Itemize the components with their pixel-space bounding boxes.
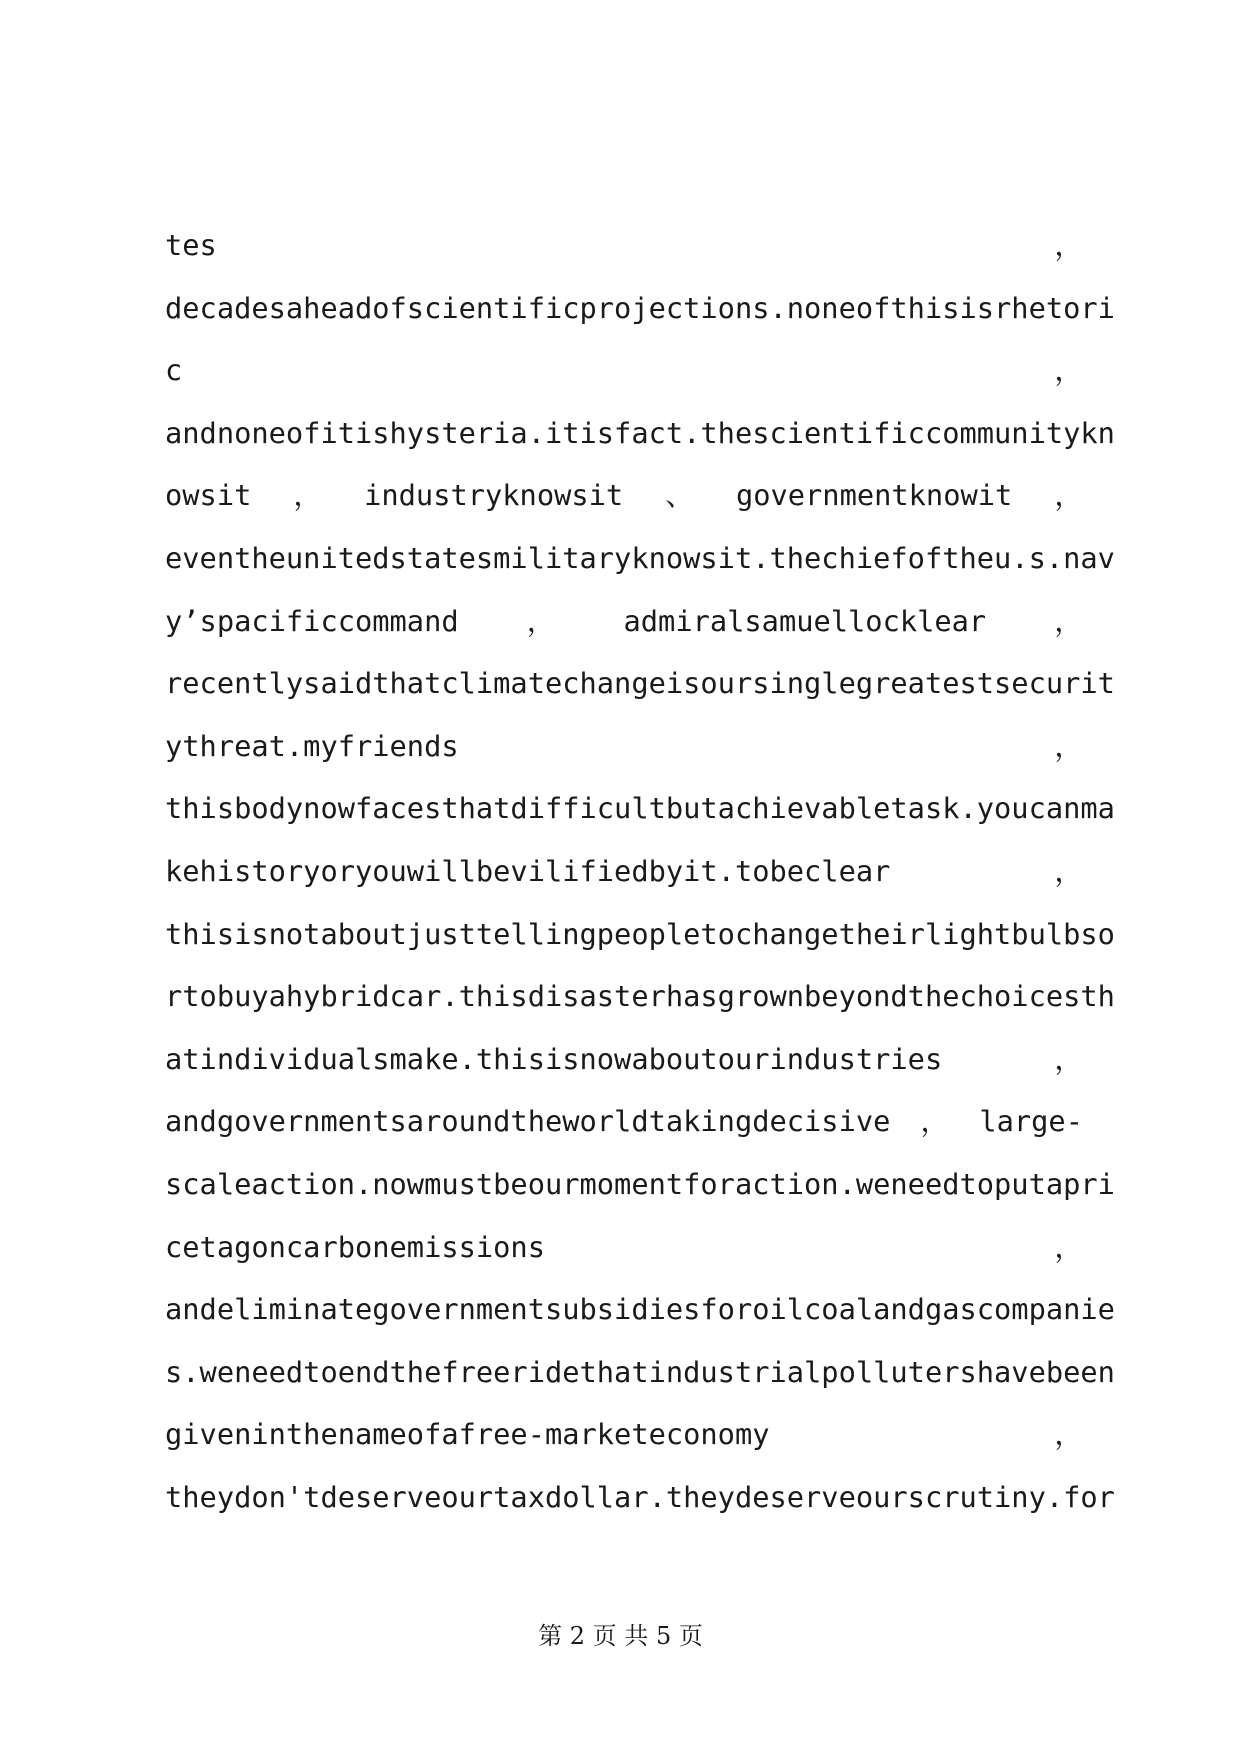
text-segment: cetagoncarbonemissions (165, 1229, 545, 1264)
text-segment: admiralsamuellocklear (623, 603, 987, 638)
text-line (165, 1354, 1115, 1418)
text-segment: thisisnotaboutjusttellingpeopletochangetheirlightbulbso (165, 916, 1115, 951)
text-line (165, 1417, 1083, 1480)
text-segment: governmentknowit (735, 478, 1013, 513)
text-line (165, 791, 1115, 854)
text-line (165, 228, 1083, 291)
text-segment: c (165, 353, 183, 388)
text-segment: rtobuyahybridcar.thisdisasterhasgrownbeyondthechoicesth (165, 979, 1115, 1014)
text-line (165, 540, 1115, 604)
text-line (165, 1230, 1083, 1293)
text-segment: industryknowsit (364, 478, 624, 513)
body-text (165, 228, 1115, 1542)
text-segment: eventheunitedstatesmilitaryknowsit.thechiefoftheu.s.nav (165, 540, 1115, 575)
text-segment: ， (1054, 728, 1083, 763)
text-line (165, 1479, 1115, 1543)
text-line (165, 916, 1115, 980)
page-number-footer: 第 2 页 共 5 页 (538, 1622, 703, 1650)
text-segment: y’spacificcommand (165, 603, 459, 638)
text-segment: ， (1054, 228, 1083, 262)
text-segment: thisbodynowfacesthatdifficultbutachievabletask.youcanma (165, 791, 1115, 826)
text-line (165, 604, 1083, 667)
text-segment: ， (1054, 1417, 1083, 1452)
text-line (165, 1042, 1083, 1105)
text-line (165, 353, 1083, 416)
text-line (165, 478, 1083, 541)
text-segment: ， (1054, 353, 1083, 388)
text-segment: atindividualsmake.thisisnowaboutourindustries (165, 1041, 943, 1076)
text-segment: recentlysaidthatclimatechangeisoursinglegreatestsecurit (165, 666, 1115, 701)
text-line (165, 1104, 1083, 1167)
text-segment: s.weneedtoendthefreeridethatindustrialpollutershavebeen (165, 1354, 1115, 1389)
text-segment: ， (1054, 603, 1083, 638)
text-segment: andgovernmentsaroundtheworldtakingdecisive (165, 1104, 891, 1139)
text-segment: ， (920, 1104, 950, 1139)
text-segment: ， (293, 478, 323, 513)
text-segment: scaleaction.nowmustbeourmomentforaction.weneedtoputapri (165, 1166, 1115, 1201)
text-line (165, 979, 1115, 1042)
text-segment: ythreat.myfriends (165, 728, 459, 763)
text-segment: andeliminategovernmentsubsidiesforoilcoalandgascompanie (165, 1292, 1115, 1327)
text-line (165, 415, 1115, 479)
text-segment: decadesaheadofscientificprojections.noneofthisisrhetori (165, 290, 1115, 325)
text-line (165, 290, 1115, 354)
text-line (165, 666, 1115, 729)
text-segment: tes (165, 228, 217, 262)
text-line (165, 854, 1083, 917)
text-segment: kehistoryoryouwillbevilifiedbyit.tobeclear (165, 853, 891, 888)
text-segment: ， (1054, 478, 1083, 513)
text-segment: ， (1054, 1229, 1083, 1264)
text-segment: large- (979, 1104, 1083, 1139)
text-segment: andnoneofitishysteria.itisfact.thescientificcommunitykn (165, 415, 1115, 450)
text-line (165, 1292, 1115, 1355)
text-segment: ， (1054, 853, 1083, 888)
text-segment: owsit (165, 478, 252, 513)
text-segment: giveninthenameofafree-marketeconomy (165, 1417, 770, 1452)
text-segment: ， (1054, 1041, 1083, 1076)
text-line (165, 1166, 1115, 1230)
text-segment: ， (526, 603, 556, 638)
text-segment: theydon'tdeserveourtaxdollar.theydeserveourscrutiny.for (165, 1479, 1115, 1514)
text-segment: 、 (665, 478, 694, 513)
text-line (165, 729, 1083, 792)
